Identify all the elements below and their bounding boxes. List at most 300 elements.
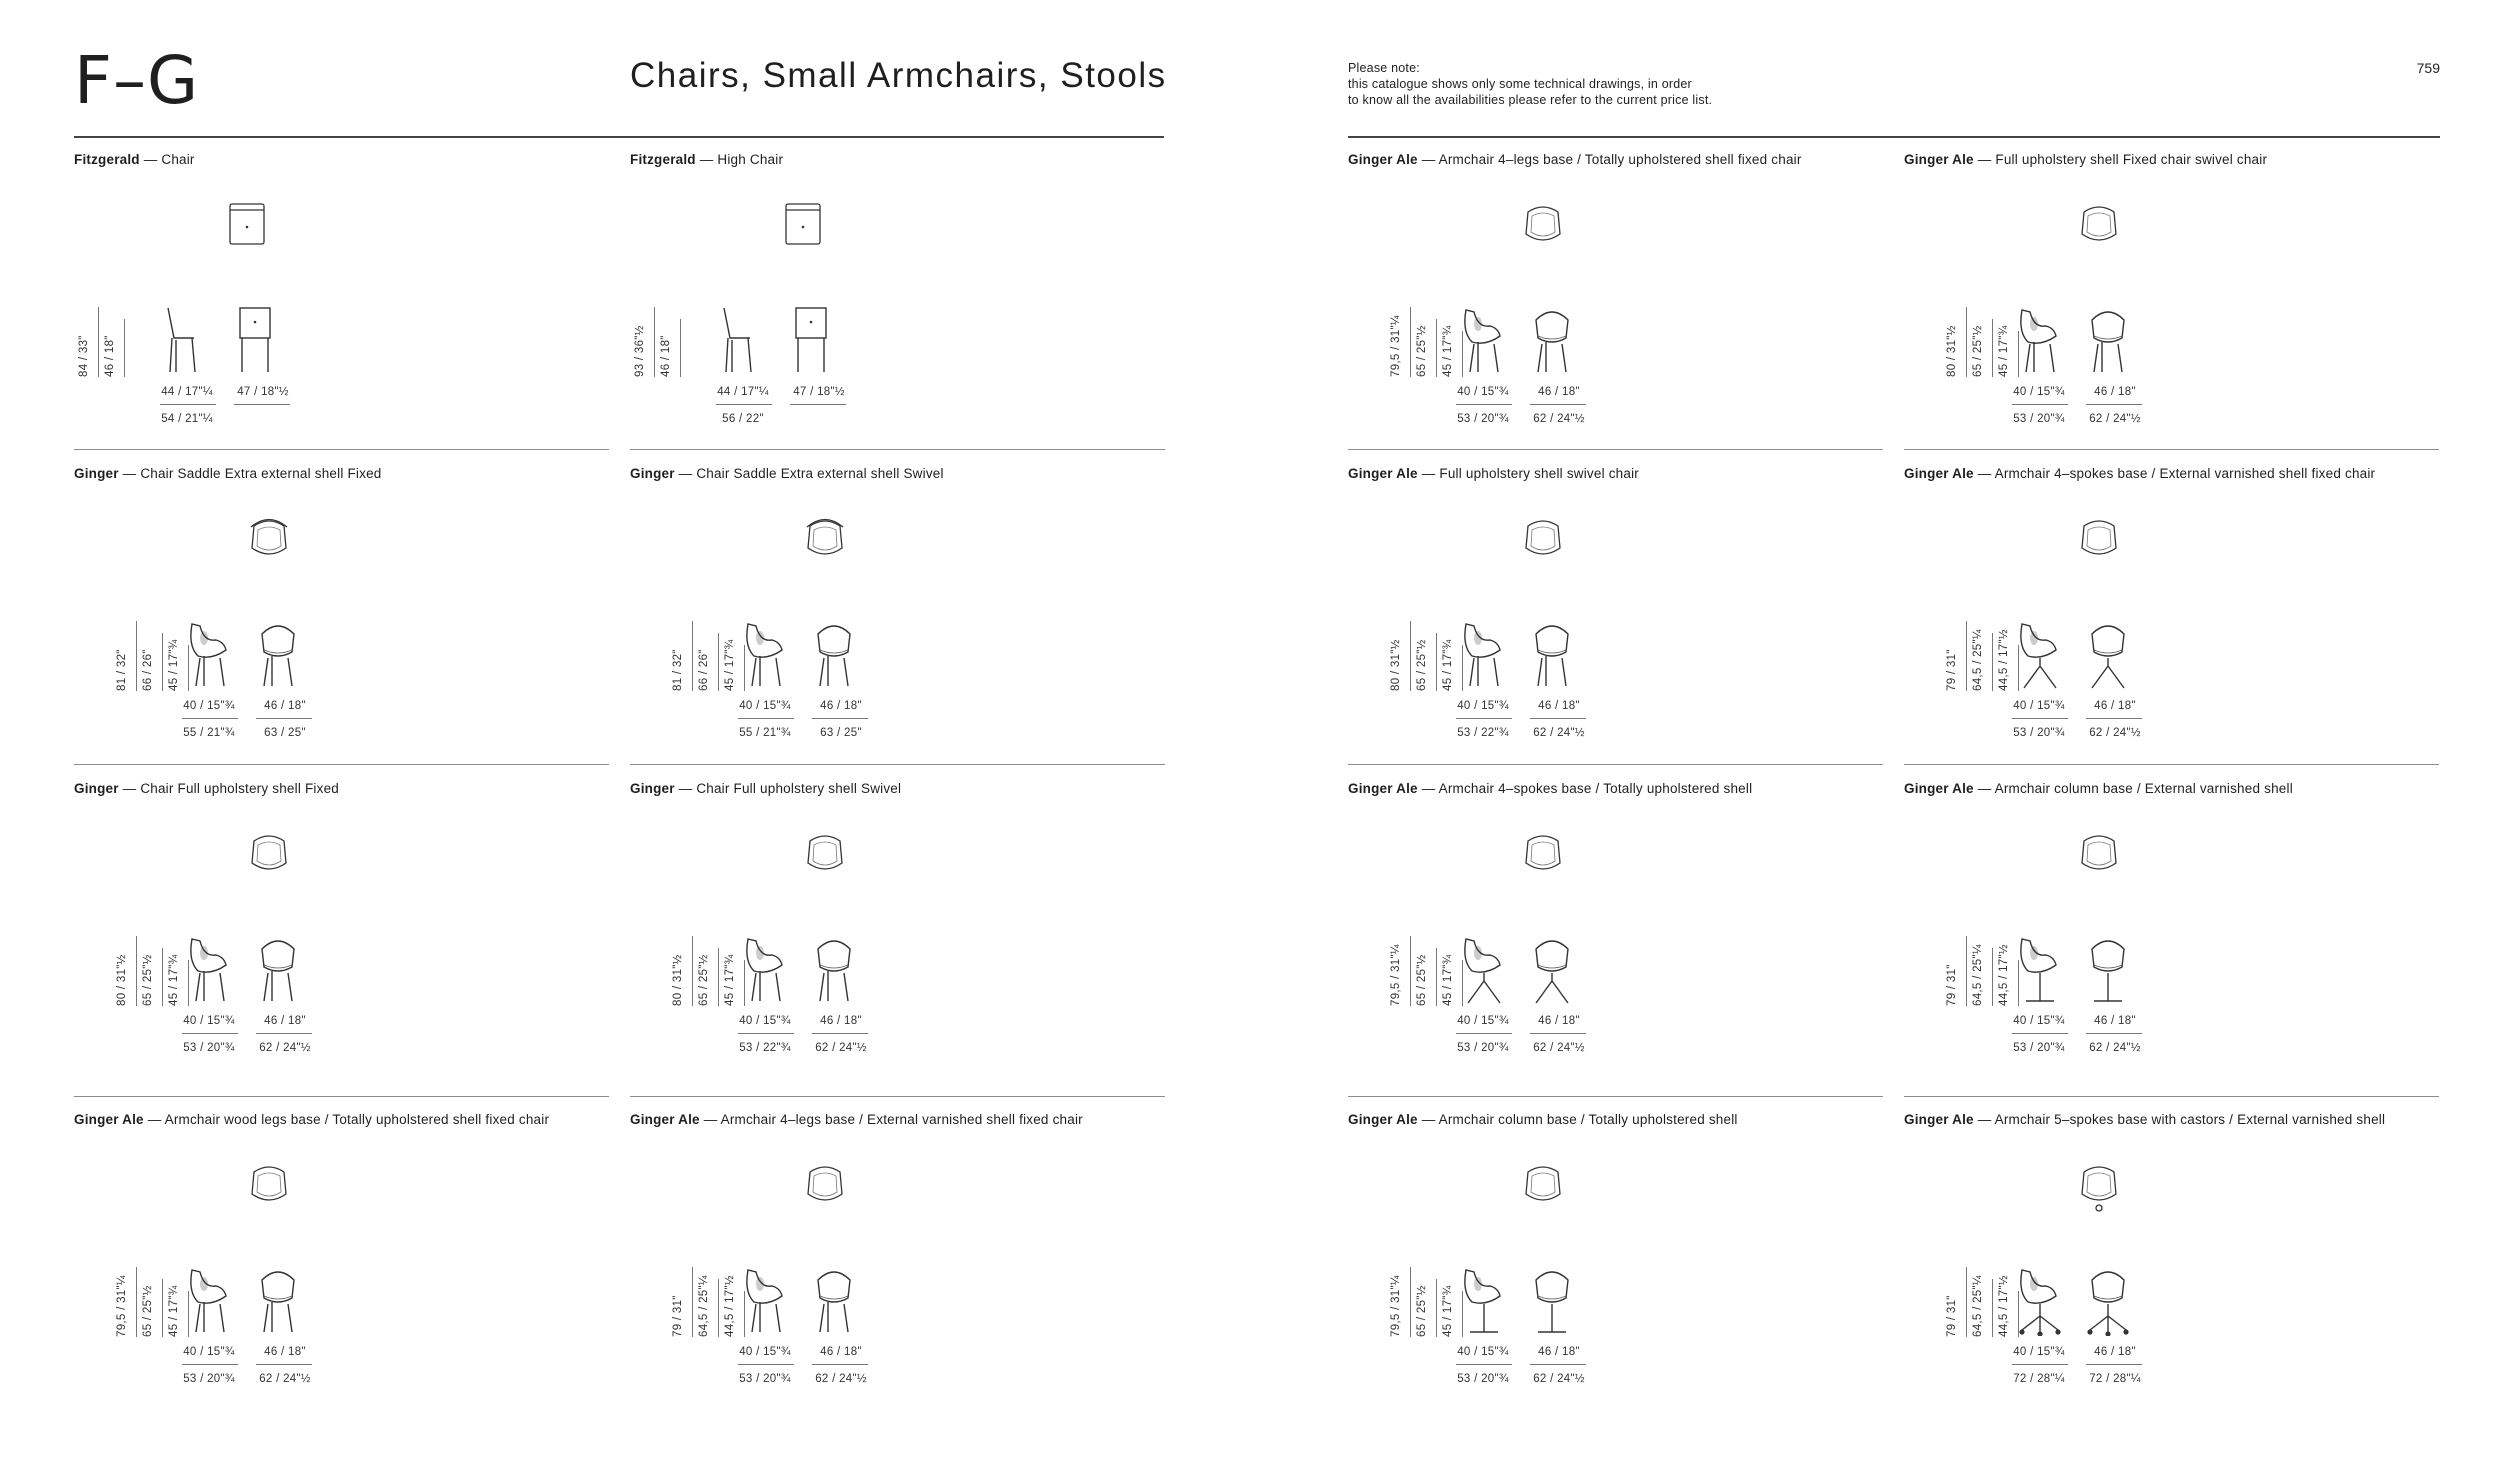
dimension-line bbox=[1462, 960, 1463, 1006]
product-title bbox=[1348, 466, 1639, 481]
height-dimension: 45 / 17"¾ bbox=[1442, 639, 1454, 691]
row-separator bbox=[1904, 449, 2439, 450]
overall-depth-dimension: 53 / 20"¾ bbox=[1457, 1042, 1509, 1054]
note-line: Please note: bbox=[1348, 61, 1420, 75]
product-title bbox=[630, 781, 901, 796]
depth-dimension: 40 / 15"¾ bbox=[739, 700, 791, 712]
width-dimension: 46 / 18" bbox=[1538, 700, 1580, 712]
product-title bbox=[1904, 152, 2267, 167]
dimension-line bbox=[1456, 1364, 1512, 1365]
side-view-drawing bbox=[742, 931, 788, 1005]
product-description: — Armchair 4–legs base / Totally upholstered shell fixed chair bbox=[1417, 152, 1802, 167]
height-dimension: 45 / 17"¾ bbox=[1442, 1285, 1454, 1337]
width-dimension: 46 / 18" bbox=[820, 1015, 862, 1027]
top-view-drawing bbox=[246, 512, 292, 568]
dimension-line bbox=[2018, 645, 2019, 691]
product-name: Ginger Ale bbox=[1904, 781, 1974, 796]
height-dimension: 65 / 25"½ bbox=[698, 954, 710, 1006]
product-name: Fitzgerald bbox=[630, 152, 696, 167]
dimension-line bbox=[2086, 1364, 2142, 1365]
front-view-drawing bbox=[256, 931, 302, 1005]
product-cell bbox=[74, 1112, 609, 1422]
dimension-line bbox=[2018, 331, 2019, 377]
width-dimension: 46 / 18" bbox=[2094, 386, 2136, 398]
dimension-line bbox=[188, 1291, 189, 1337]
dimension-line bbox=[1410, 621, 1411, 691]
height-dimension: 45 / 17"¾ bbox=[168, 954, 180, 1006]
dimension-line bbox=[1436, 319, 1437, 377]
product-description: — Full upholstery shell swivel chair bbox=[1417, 466, 1639, 481]
height-dimension: 80 / 31"½ bbox=[1946, 325, 1958, 377]
height-dimension: 81 / 32" bbox=[672, 649, 684, 691]
dimension-line bbox=[718, 633, 719, 691]
height-dimension: 65 / 25"½ bbox=[1416, 639, 1428, 691]
width-dimension: 46 / 18" bbox=[2094, 1346, 2136, 1358]
front-view-drawing bbox=[2086, 1262, 2132, 1336]
height-dimension: 65 / 25"½ bbox=[142, 1285, 154, 1337]
height-dimension: 45 / 17"¾ bbox=[1442, 954, 1454, 1006]
dimension-line bbox=[2012, 404, 2068, 405]
overall-width-dimension: 62 / 24"½ bbox=[815, 1042, 867, 1054]
product-name: Ginger bbox=[630, 466, 675, 481]
overall-width-dimension: 62 / 24"½ bbox=[1533, 1373, 1585, 1385]
dimension-line bbox=[234, 404, 290, 405]
product-description: — Chair Saddle Extra external shell Swivel bbox=[674, 466, 944, 481]
dimension-line bbox=[654, 307, 655, 377]
height-dimension: 45 / 17"¾ bbox=[168, 1285, 180, 1337]
front-view-drawing bbox=[1530, 1262, 1576, 1336]
dimension-line bbox=[1462, 645, 1463, 691]
product-name: Ginger bbox=[630, 781, 675, 796]
overall-depth-dimension: 53 / 20"¾ bbox=[1457, 1373, 1509, 1385]
product-title bbox=[1904, 466, 2375, 481]
height-dimension: 46 / 18" bbox=[660, 335, 672, 377]
product-name: Ginger Ale bbox=[1348, 1112, 1418, 1127]
dimension-line bbox=[692, 621, 693, 691]
width-dimension: 46 / 18" bbox=[264, 1346, 306, 1358]
height-dimension: 64,5 / 25"¼ bbox=[1972, 944, 1984, 1006]
height-dimension: 79 / 31" bbox=[1946, 1295, 1958, 1337]
dimension-line bbox=[692, 936, 693, 1006]
dimension-line bbox=[124, 319, 125, 377]
overall-width-dimension: 62 / 24"½ bbox=[259, 1042, 311, 1054]
depth-dimension: 40 / 15"¾ bbox=[2013, 1015, 2065, 1027]
dimension-line bbox=[2086, 404, 2142, 405]
dimension-line bbox=[256, 1364, 312, 1365]
height-dimension: 44,5 / 17"½ bbox=[1998, 629, 2010, 691]
dimension-line bbox=[182, 1033, 238, 1034]
dimension-line bbox=[1530, 404, 1586, 405]
depth-dimension: 40 / 15"¾ bbox=[2013, 386, 2065, 398]
row-separator bbox=[74, 449, 609, 450]
dimension-line bbox=[1456, 404, 1512, 405]
dimension-line bbox=[2018, 1291, 2019, 1337]
dimension-line bbox=[182, 1364, 238, 1365]
product-title bbox=[1904, 781, 2293, 796]
width-dimension: 46 / 18" bbox=[820, 1346, 862, 1358]
side-view-drawing bbox=[164, 302, 210, 376]
side-view-drawing bbox=[2016, 931, 2062, 1005]
side-view-drawing bbox=[720, 302, 766, 376]
product-title bbox=[630, 466, 944, 481]
width-dimension: 47 / 18"½ bbox=[237, 386, 289, 398]
width-dimension: 46 / 18" bbox=[1538, 1015, 1580, 1027]
product-title bbox=[74, 1112, 549, 1127]
overall-depth-dimension: 53 / 20"¾ bbox=[183, 1373, 235, 1385]
height-dimension: 65 / 25"½ bbox=[1416, 1285, 1428, 1337]
dimension-line bbox=[1410, 936, 1411, 1006]
overall-depth-dimension: 55 / 21"¾ bbox=[183, 727, 235, 739]
top-view-drawing bbox=[2076, 827, 2122, 883]
dimension-line bbox=[718, 1279, 719, 1337]
depth-dimension: 40 / 15"¾ bbox=[1457, 1015, 1509, 1027]
dimension-line bbox=[738, 1033, 794, 1034]
product-description: — Armchair 4–spokes base / External varnished shell fixed chair bbox=[1973, 466, 2376, 481]
product-cell bbox=[1904, 1112, 2439, 1422]
product-description: — Armchair column base / Totally upholstered shell bbox=[1417, 1112, 1738, 1127]
height-dimension: 65 / 25"½ bbox=[1416, 325, 1428, 377]
overall-depth-dimension: 53 / 20"¾ bbox=[2013, 1042, 2065, 1054]
dimension-line bbox=[1456, 1033, 1512, 1034]
product-description: — Armchair 4–spokes base / Totally upholstered shell bbox=[1417, 781, 1753, 796]
product-title bbox=[74, 781, 339, 796]
row-separator bbox=[1904, 764, 2439, 765]
product-description: — High Chair bbox=[695, 152, 784, 167]
top-view-drawing bbox=[2076, 512, 2122, 568]
dimension-line bbox=[136, 621, 137, 691]
product-cell bbox=[1348, 1112, 1883, 1422]
dimension-line bbox=[1992, 319, 1993, 377]
height-dimension: 45 / 17"¾ bbox=[724, 639, 736, 691]
side-view-drawing bbox=[1460, 616, 1506, 690]
height-dimension: 46 / 18" bbox=[104, 335, 116, 377]
product-description: — Chair Saddle Extra external shell Fixed bbox=[118, 466, 382, 481]
product-description: — Armchair 4–legs base / External varnished shell fixed chair bbox=[699, 1112, 1083, 1127]
height-dimension: 45 / 17"¾ bbox=[1998, 325, 2010, 377]
dimension-line bbox=[2086, 718, 2142, 719]
overall-width-dimension: 62 / 24"½ bbox=[1533, 1042, 1585, 1054]
dimension-line bbox=[182, 718, 238, 719]
product-title bbox=[1904, 1112, 2385, 1127]
depth-dimension: 40 / 15"¾ bbox=[1457, 386, 1509, 398]
depth-dimension: 44 / 17"¼ bbox=[161, 386, 213, 398]
product-name: Ginger Ale bbox=[630, 1112, 700, 1127]
front-view-drawing bbox=[1530, 302, 1576, 376]
dimension-line bbox=[1462, 1291, 1463, 1337]
height-dimension: 44,5 / 17"½ bbox=[1998, 1275, 2010, 1337]
front-view-drawing bbox=[2086, 931, 2132, 1005]
row-separator bbox=[630, 764, 1165, 765]
depth-dimension: 44 / 17"¼ bbox=[717, 386, 769, 398]
price-list-note bbox=[1348, 60, 1712, 108]
dimension-line bbox=[1992, 633, 1993, 691]
front-view-drawing bbox=[1530, 931, 1576, 1005]
overall-depth-dimension: 56 / 22" bbox=[722, 413, 764, 425]
side-view-drawing bbox=[1460, 1262, 1506, 1336]
dimension-line bbox=[1462, 331, 1463, 377]
overall-depth-dimension: 53 / 22"¾ bbox=[739, 1042, 791, 1054]
depth-dimension: 40 / 15"¾ bbox=[2013, 1346, 2065, 1358]
row-separator bbox=[630, 1096, 1165, 1097]
depth-dimension: 40 / 15"¾ bbox=[183, 1015, 235, 1027]
height-dimension: 65 / 25"½ bbox=[142, 954, 154, 1006]
dimension-line bbox=[1436, 633, 1437, 691]
top-view-drawing bbox=[802, 1158, 848, 1214]
product-cell bbox=[630, 781, 1165, 1081]
product-name: Ginger Ale bbox=[1348, 152, 1418, 167]
side-view-drawing bbox=[1460, 931, 1506, 1005]
note-line: to know all the availabilities please refer to the current price list. bbox=[1348, 93, 1713, 107]
product-cell bbox=[1348, 466, 1883, 766]
product-name: Ginger Ale bbox=[1348, 466, 1418, 481]
dimension-line bbox=[718, 948, 719, 1006]
product-name: Ginger Ale bbox=[74, 1112, 144, 1127]
dimension-line bbox=[2012, 1033, 2068, 1034]
product-description: — Full upholstery shell Fixed chair swivel chair bbox=[1973, 152, 2268, 167]
width-dimension: 47 / 18"½ bbox=[793, 386, 845, 398]
height-dimension: 64,5 / 25"¼ bbox=[698, 1275, 710, 1337]
row-separator bbox=[630, 449, 1165, 450]
top-view-drawing bbox=[802, 827, 848, 883]
page-title: Chairs, Small Armchairs, Stools bbox=[630, 56, 1167, 95]
dimension-line bbox=[1966, 1267, 1967, 1337]
height-dimension: 79,5 / 31"¼ bbox=[1390, 944, 1402, 1006]
height-dimension: 79,5 / 31"¼ bbox=[1390, 1275, 1402, 1337]
height-dimension: 64,5 / 25"¼ bbox=[1972, 1275, 1984, 1337]
overall-width-dimension: 62 / 24"½ bbox=[2089, 413, 2141, 425]
front-view-drawing bbox=[812, 1262, 858, 1336]
side-view-drawing bbox=[2016, 302, 2062, 376]
product-cell bbox=[74, 781, 609, 1081]
page-number: 759 bbox=[2416, 60, 2440, 76]
product-cell bbox=[1904, 781, 2439, 1081]
dimension-line bbox=[1966, 307, 1967, 377]
width-dimension: 46 / 18" bbox=[820, 700, 862, 712]
height-dimension: 64,5 / 25"¼ bbox=[1972, 629, 1984, 691]
product-title bbox=[630, 152, 783, 167]
overall-depth-dimension: 53 / 20"¾ bbox=[2013, 727, 2065, 739]
depth-dimension: 40 / 15"¾ bbox=[739, 1346, 791, 1358]
front-view-drawing bbox=[2086, 302, 2132, 376]
dimension-line bbox=[1530, 1364, 1586, 1365]
row-separator bbox=[1348, 764, 1883, 765]
product-description: — Chair bbox=[139, 152, 195, 167]
height-dimension: 81 / 32" bbox=[116, 649, 128, 691]
dimension-line bbox=[136, 1267, 137, 1337]
overall-depth-dimension: 72 / 28"¼ bbox=[2013, 1373, 2065, 1385]
dimension-line bbox=[738, 1364, 794, 1365]
product-name: Ginger Ale bbox=[1904, 466, 1974, 481]
height-dimension: 80 / 31"½ bbox=[672, 954, 684, 1006]
dimension-line bbox=[1966, 621, 1967, 691]
product-title bbox=[1348, 152, 1802, 167]
height-dimension: 80 / 31"½ bbox=[1390, 639, 1402, 691]
product-cell bbox=[1904, 152, 2439, 452]
product-description: — Chair Full upholstery shell Fixed bbox=[118, 781, 339, 796]
height-dimension: 79 / 31" bbox=[672, 1295, 684, 1337]
side-view-drawing bbox=[1460, 302, 1506, 376]
overall-width-dimension: 62 / 24"½ bbox=[1533, 727, 1585, 739]
width-dimension: 46 / 18" bbox=[264, 700, 306, 712]
dimension-line bbox=[1410, 307, 1411, 377]
product-title bbox=[74, 152, 195, 167]
overall-depth-dimension: 54 / 21"¼ bbox=[161, 413, 213, 425]
row-separator bbox=[74, 764, 609, 765]
row-separator bbox=[1348, 1096, 1883, 1097]
overall-width-dimension: 62 / 24"½ bbox=[815, 1373, 867, 1385]
top-view-drawing bbox=[2076, 198, 2122, 254]
product-cell bbox=[630, 152, 1165, 452]
product-name: Ginger Ale bbox=[1348, 781, 1418, 796]
dimension-line bbox=[162, 633, 163, 691]
dimension-line bbox=[1436, 1279, 1437, 1337]
dimension-line bbox=[1966, 936, 1967, 1006]
row-separator bbox=[1348, 449, 1883, 450]
overall-width-dimension: 62 / 24"½ bbox=[2089, 727, 2141, 739]
front-view-drawing bbox=[234, 302, 280, 376]
height-dimension: 66 / 26" bbox=[142, 649, 154, 691]
top-view-drawing bbox=[1520, 1158, 1566, 1214]
dimension-line bbox=[1410, 1267, 1411, 1337]
depth-dimension: 40 / 15"¾ bbox=[2013, 700, 2065, 712]
height-dimension: 79 / 31" bbox=[1946, 964, 1958, 1006]
depth-dimension: 40 / 15"¾ bbox=[183, 1346, 235, 1358]
width-dimension: 46 / 18" bbox=[1538, 1346, 1580, 1358]
row-separator bbox=[1904, 1096, 2439, 1097]
dimension-line bbox=[744, 645, 745, 691]
dimension-line bbox=[256, 718, 312, 719]
overall-depth-dimension: 53 / 20"¾ bbox=[2013, 413, 2065, 425]
side-view-drawing bbox=[2016, 1262, 2062, 1336]
height-dimension: 80 / 31"½ bbox=[116, 954, 128, 1006]
overall-depth-dimension: 53 / 20"¾ bbox=[1457, 413, 1509, 425]
product-description: — Armchair column base / External varnished shell bbox=[1973, 781, 2293, 796]
dimension-line bbox=[98, 307, 99, 377]
top-view-drawing bbox=[246, 1158, 292, 1214]
height-dimension: 44,5 / 17"½ bbox=[724, 1275, 736, 1337]
dimension-line bbox=[1530, 1033, 1586, 1034]
height-dimension: 79,5 / 31"¼ bbox=[116, 1275, 128, 1337]
product-cell bbox=[1904, 466, 2439, 766]
dimension-line bbox=[1992, 948, 1993, 1006]
height-dimension: 79,5 / 31"¼ bbox=[1390, 315, 1402, 377]
height-dimension: 84 / 33" bbox=[78, 335, 90, 377]
row-separator bbox=[74, 1096, 609, 1097]
height-dimension: 93 / 36"½ bbox=[634, 325, 646, 377]
dimension-line bbox=[812, 1033, 868, 1034]
overall-width-dimension: 63 / 25" bbox=[264, 727, 306, 739]
top-view-drawing bbox=[1520, 512, 1566, 568]
height-dimension: 65 / 25"½ bbox=[1416, 954, 1428, 1006]
depth-dimension: 40 / 15"¾ bbox=[183, 700, 235, 712]
dimension-line bbox=[162, 1279, 163, 1337]
header-rule-left bbox=[74, 136, 1164, 138]
product-name: Ginger Ale bbox=[1904, 1112, 1974, 1127]
product-cell bbox=[630, 1112, 1165, 1422]
header-rule-right bbox=[1348, 136, 2440, 138]
front-view-drawing bbox=[812, 931, 858, 1005]
side-view-drawing bbox=[2016, 616, 2062, 690]
top-view-drawing bbox=[246, 827, 292, 883]
dimension-line bbox=[2012, 1364, 2068, 1365]
dimension-line bbox=[2012, 718, 2068, 719]
product-name: Ginger bbox=[74, 466, 119, 481]
dimension-line bbox=[162, 948, 163, 1006]
overall-depth-dimension: 55 / 21"¾ bbox=[739, 727, 791, 739]
height-dimension: 79 / 31" bbox=[1946, 649, 1958, 691]
section-letters: F–G bbox=[74, 42, 200, 119]
front-view-drawing bbox=[790, 302, 836, 376]
product-title bbox=[630, 1112, 1083, 1127]
product-title bbox=[1348, 1112, 1738, 1127]
dimension-line bbox=[1530, 718, 1586, 719]
product-cell bbox=[1348, 152, 1883, 452]
dimension-line bbox=[744, 1291, 745, 1337]
dimension-line bbox=[1992, 1279, 1993, 1337]
top-view-drawing bbox=[802, 512, 848, 568]
dimension-line bbox=[716, 404, 772, 405]
height-dimension: 45 / 17"¾ bbox=[1442, 325, 1454, 377]
product-title bbox=[1348, 781, 1752, 796]
dimension-line bbox=[812, 718, 868, 719]
product-description: — Armchair wood legs base / Totally upholstered shell fixed chair bbox=[143, 1112, 550, 1127]
product-cell bbox=[74, 466, 609, 766]
side-view-drawing bbox=[186, 1262, 232, 1336]
depth-dimension: 40 / 15"¾ bbox=[1457, 700, 1509, 712]
top-view-drawing bbox=[1520, 198, 1566, 254]
overall-width-dimension: 62 / 24"½ bbox=[2089, 1042, 2141, 1054]
top-view-drawing bbox=[2076, 1158, 2122, 1214]
product-name: Ginger bbox=[74, 781, 119, 796]
top-view-drawing bbox=[224, 198, 270, 254]
height-dimension: 44,5 / 17"½ bbox=[1998, 944, 2010, 1006]
dimension-line bbox=[136, 936, 137, 1006]
height-dimension: 45 / 17"¾ bbox=[168, 639, 180, 691]
side-view-drawing bbox=[742, 1262, 788, 1336]
side-view-drawing bbox=[186, 931, 232, 1005]
product-cell bbox=[1348, 781, 1883, 1081]
overall-width-dimension: 63 / 25" bbox=[820, 727, 862, 739]
front-view-drawing bbox=[256, 616, 302, 690]
dimension-line bbox=[188, 645, 189, 691]
overall-width-dimension: 62 / 24"½ bbox=[259, 1373, 311, 1385]
width-dimension: 46 / 18" bbox=[2094, 1015, 2136, 1027]
product-description: — Chair Full upholstery shell Swivel bbox=[674, 781, 902, 796]
dimension-line bbox=[2086, 1033, 2142, 1034]
height-dimension: 65 / 25"½ bbox=[1972, 325, 1984, 377]
height-dimension: 66 / 26" bbox=[698, 649, 710, 691]
side-view-drawing bbox=[186, 616, 232, 690]
front-view-drawing bbox=[256, 1262, 302, 1336]
overall-depth-dimension: 53 / 20"¾ bbox=[183, 1042, 235, 1054]
height-dimension: 45 / 17"¾ bbox=[724, 954, 736, 1006]
width-dimension: 46 / 18" bbox=[1538, 386, 1580, 398]
dimension-line bbox=[188, 960, 189, 1006]
dimension-line bbox=[1456, 718, 1512, 719]
dimension-line bbox=[812, 1364, 868, 1365]
dimension-line bbox=[692, 1267, 693, 1337]
product-name: Ginger Ale bbox=[1904, 152, 1974, 167]
dimension-line bbox=[256, 1033, 312, 1034]
overall-width-dimension: 62 / 24"½ bbox=[1533, 413, 1585, 425]
note-line: this catalogue shows only some technical drawings, in order bbox=[1348, 77, 1692, 91]
dimension-line bbox=[2018, 960, 2019, 1006]
front-view-drawing bbox=[812, 616, 858, 690]
side-view-drawing bbox=[742, 616, 788, 690]
product-cell bbox=[74, 152, 609, 452]
overall-depth-dimension: 53 / 22"¾ bbox=[1457, 727, 1509, 739]
dimension-line bbox=[680, 319, 681, 377]
